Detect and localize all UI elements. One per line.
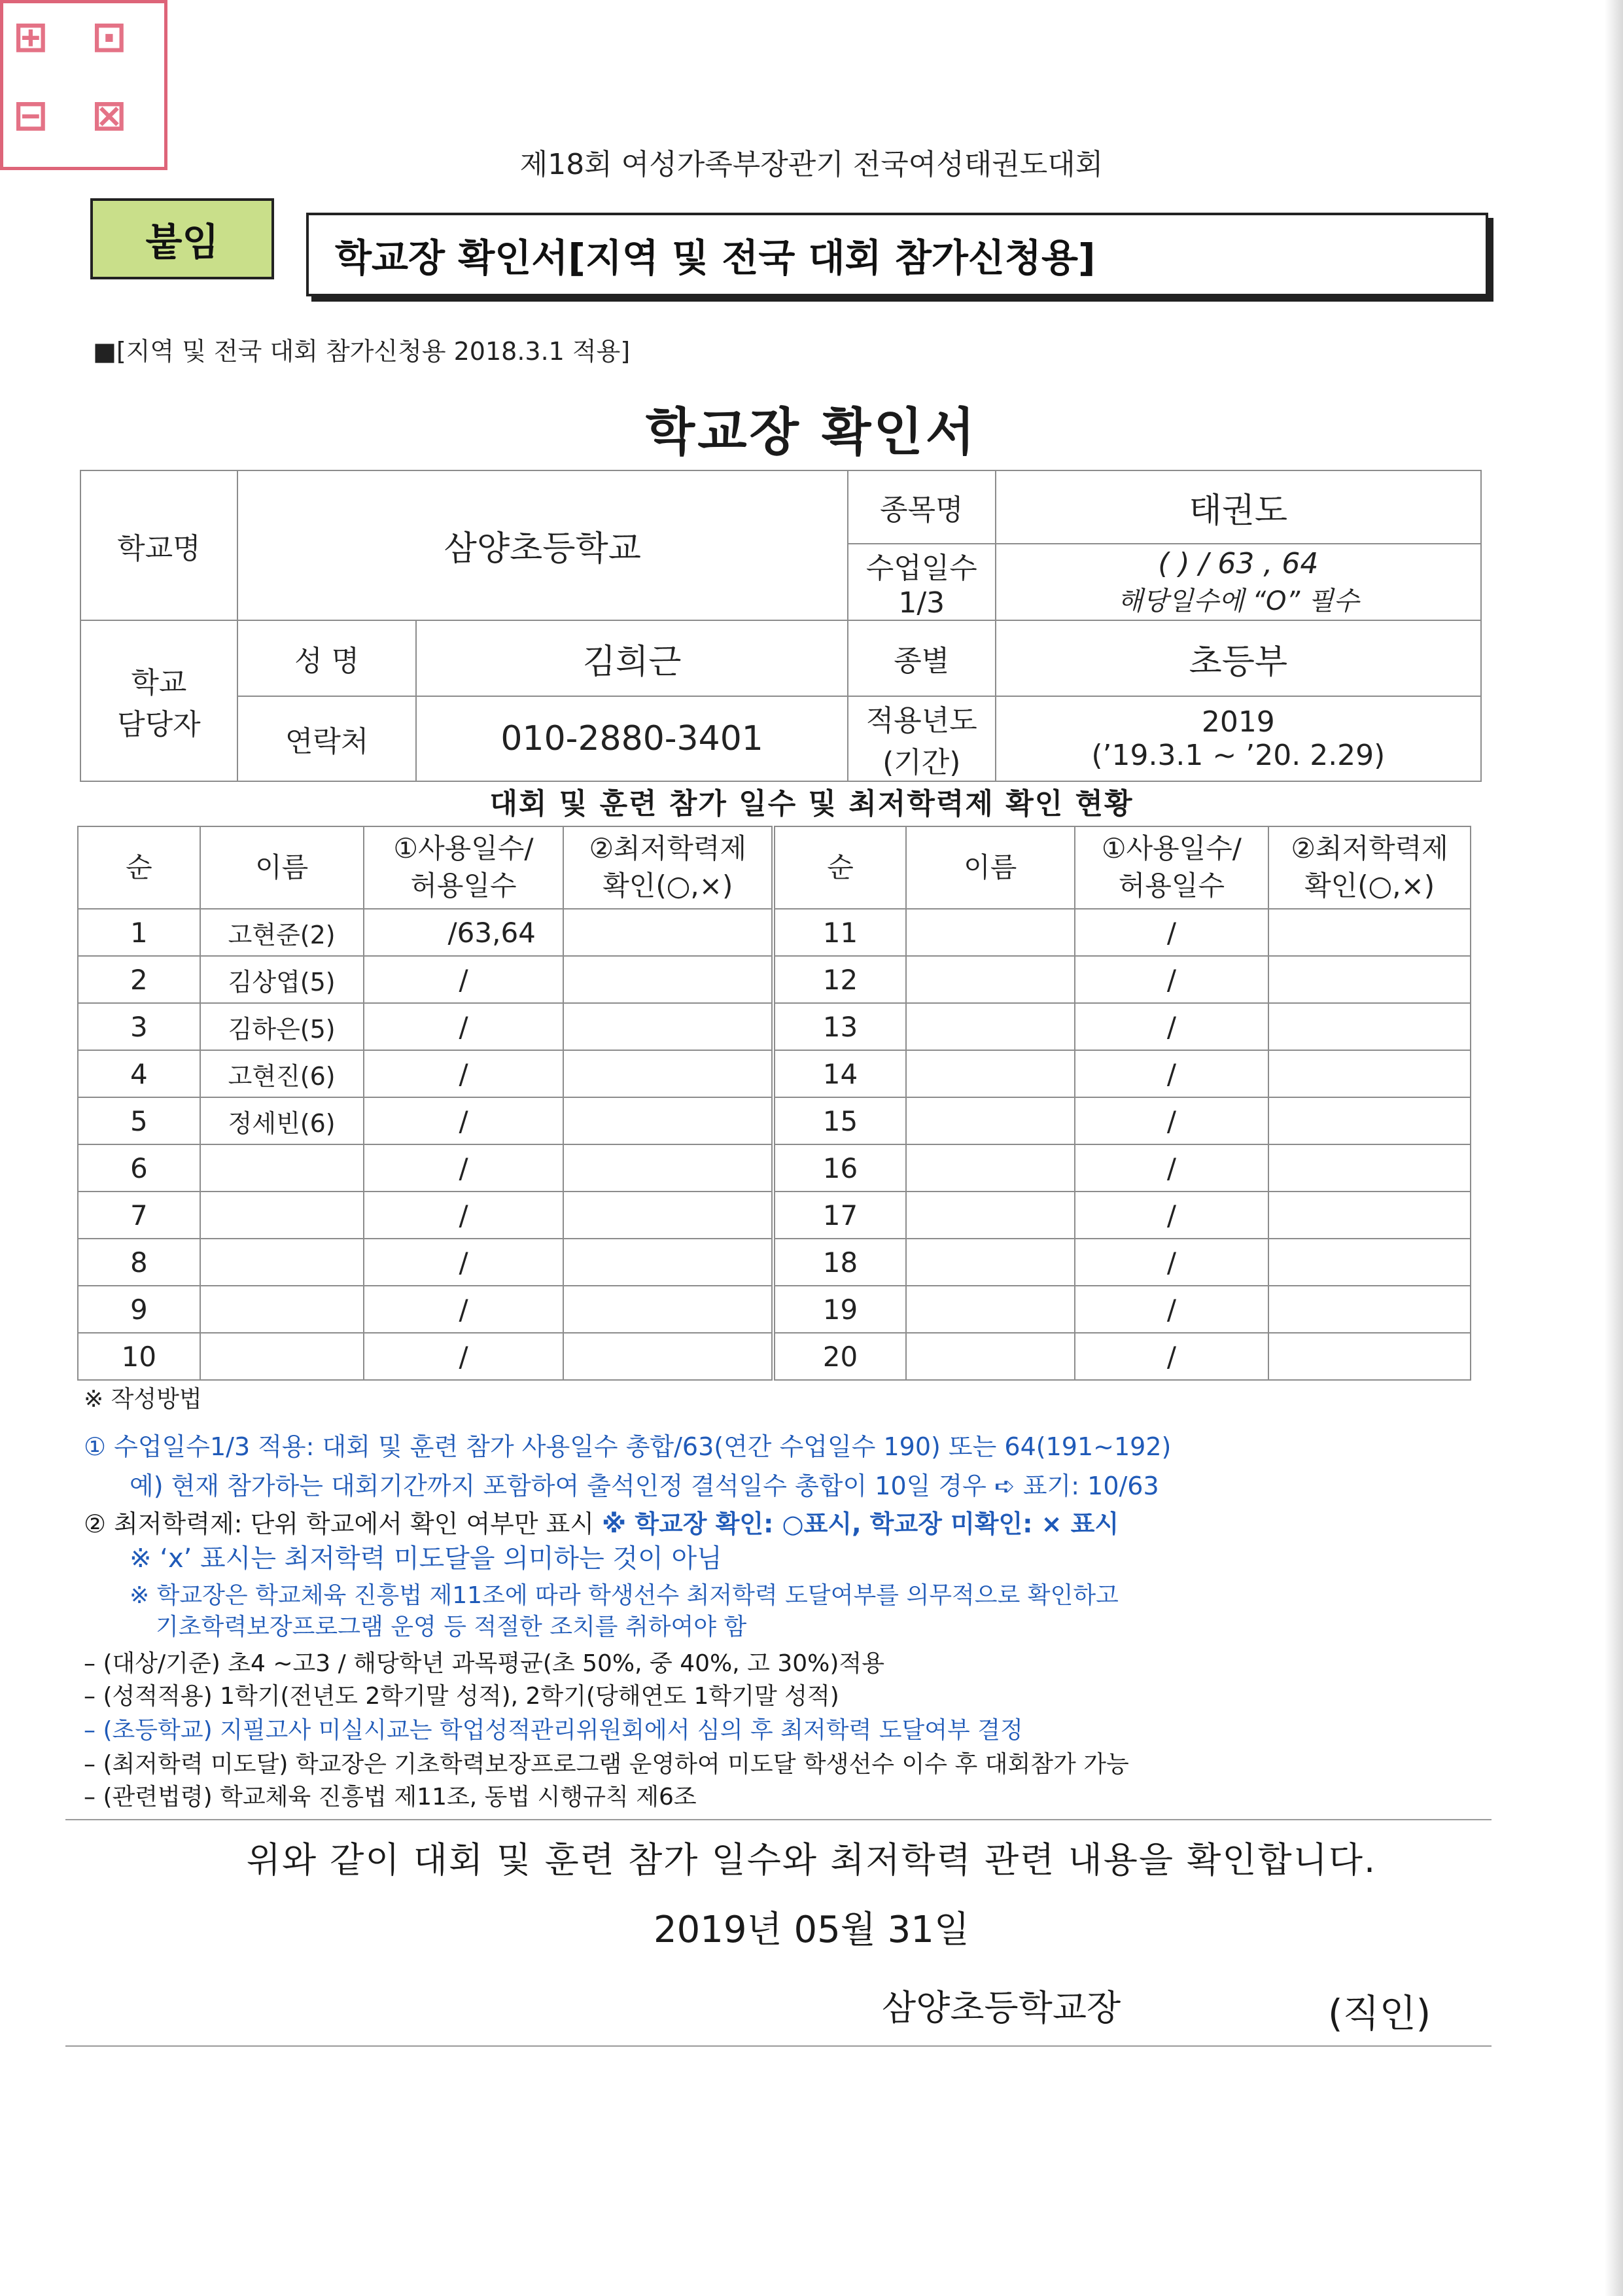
method-line-3-note: ※ 학교장 확인: ○표시, 학교장 미확인: × 표시 [602, 1510, 1119, 1538]
col-no-right: 순 [773, 826, 906, 909]
row-check [563, 1097, 773, 1144]
row-check [563, 1144, 773, 1192]
row-check [563, 1003, 773, 1050]
col-used-right-line2: 허용일수 [1118, 870, 1225, 902]
table-row [78, 1239, 1471, 1286]
class-days-label [848, 544, 996, 620]
name-label: 성 명 [237, 620, 417, 696]
row-no: 9 [78, 1286, 200, 1333]
page-title: 학교장 확인서 [645, 403, 978, 462]
col-name-right: 이름 [906, 826, 1075, 909]
school-info-table [80, 470, 1482, 782]
row-check [563, 956, 773, 1003]
row-used: / [364, 1050, 564, 1097]
row-used: / [364, 1333, 564, 1380]
row-name [200, 1286, 364, 1333]
row-check [1268, 1239, 1471, 1286]
row-name: 김상엽(5) [200, 956, 364, 1003]
issue-date: 2019년 05월 31일 [654, 1909, 969, 1951]
row-no: 20 [773, 1333, 906, 1380]
divider-bottom [65, 2045, 1492, 2047]
row-no: 16 [773, 1144, 906, 1192]
category-label: 종별 [848, 620, 996, 696]
row-used: / [364, 1144, 564, 1192]
row-check [563, 1239, 773, 1286]
row-no: 18 [773, 1239, 906, 1286]
row-no: 12 [773, 956, 906, 1003]
row-no: 8 [78, 1239, 200, 1286]
col-check-left-line2: 확인(○,×) [602, 870, 733, 902]
year-label-line2: (기간) [882, 746, 961, 779]
year-value [996, 696, 1481, 781]
row-check [1268, 956, 1471, 1003]
school-name: 삼양초등학교 [237, 470, 848, 620]
class-days-label-line1: 수업일수 [865, 552, 977, 585]
row-name [906, 1239, 1075, 1286]
row-check [1268, 909, 1471, 956]
document-heading: 학교장 확인서[지역 및 전국 대회 참가신청용] [306, 213, 1488, 296]
row-name: 고현진(6) [200, 1050, 364, 1097]
row-no: 3 [78, 1003, 200, 1050]
row-used: / [364, 1003, 564, 1050]
row-no: 10 [78, 1333, 200, 1380]
table-row [78, 1192, 1471, 1239]
method-line-11: – (관련법령) 학교체육 진흥법 제11조, 동법 시행규칙 제6조 [84, 1784, 697, 1810]
method-line-5: ※ 학교장은 학교체육 진흥법 제11조에 따라 학생선수 최저학력 도달여부를 의무적으로 확인하고 [130, 1582, 1119, 1609]
col-used-left-line1: ①사용일수/ [393, 832, 534, 865]
staff-label [80, 620, 237, 781]
method-line-9: – (초등학교) 지필고사 미실시교는 학업성적관리위원회에서 심의 후 최저학력 도달여부 결정 [84, 1717, 1023, 1744]
class-days-label-line2: 1/3 [898, 586, 945, 620]
roster-table [77, 826, 1471, 1381]
method-line-2: 예) 현재 참가하는 대회기간까지 포함하여 출석인정 결석일수 총합이 10일 경우 ➪ 표기: 10/63 [130, 1472, 1159, 1500]
apply-note: ■[지역 및 전국 대회 참가신청용 2018.3.1 적용] [93, 337, 631, 366]
row-used: / [1075, 1333, 1269, 1380]
row-used: / [364, 1286, 564, 1333]
row-check [1268, 1286, 1471, 1333]
row-no: 7 [78, 1192, 200, 1239]
class-days-value-line2: 해당일수에 “O” 필수 [1117, 586, 1359, 616]
row-name [200, 1333, 364, 1380]
row-check [1268, 1097, 1471, 1144]
contact-label: 연락처 [237, 696, 417, 781]
seal-mark-icon: ⊠ [92, 92, 127, 140]
row-check [563, 1050, 773, 1097]
method-line-4: ※ ‘x’ 표시는 최저학력 미도달을 의미하는 것이 아님 [130, 1544, 722, 1574]
row-name [906, 1050, 1075, 1097]
row-name [200, 1239, 364, 1286]
table-row [78, 1050, 1471, 1097]
row-used: / [1075, 1144, 1269, 1192]
col-name-left: 이름 [200, 826, 364, 909]
roster-heading: 대회 및 훈련 참가 일수 및 최저학력제 확인 현황 [489, 787, 1134, 821]
year-value-line2: (’19.3.1 ~ ’20. 2.29) [1091, 739, 1386, 772]
col-check-right [1268, 826, 1471, 909]
table-row [78, 1333, 1471, 1380]
row-name [906, 1097, 1075, 1144]
method-line-10: – (최저학력 미도달) 학교장은 기초학력보장프로그램 운영하여 미도달 학생선수 이수 후 대회참가 가능 [84, 1751, 1129, 1778]
row-used: / [1075, 956, 1269, 1003]
table-row [78, 1286, 1471, 1333]
row-used: / [1075, 1192, 1269, 1239]
class-days-value [996, 544, 1481, 620]
col-used-right [1075, 826, 1269, 909]
table-row [78, 1003, 1471, 1050]
col-check-left [563, 826, 773, 909]
col-check-right-line2: 확인(○,×) [1304, 870, 1435, 902]
row-name [906, 1286, 1075, 1333]
method-line-7: – (대상/기준) 초4 ~고3 / 해당학년 과목평균(초 50%, 중 40%, 고 30%)적용 [84, 1650, 884, 1677]
method-line-3 [84, 1504, 1119, 1540]
seal-mark-icon: ⊞ [13, 13, 48, 62]
row-used: / [364, 1097, 564, 1144]
col-check-right-line1: ②최저학력제 [1291, 832, 1448, 865]
row-no: 4 [78, 1050, 200, 1097]
row-used: / [364, 956, 564, 1003]
row-name [200, 1144, 364, 1192]
seal-mark-icon: ⊟ [13, 92, 48, 140]
category-value: 초등부 [996, 620, 1481, 696]
year-label [848, 696, 996, 781]
row-used: / [1075, 909, 1269, 956]
row-name [906, 909, 1075, 956]
row-used: / [364, 1192, 564, 1239]
staff-name: 김희근 [416, 620, 847, 696]
row-used: /63,64 [364, 909, 564, 956]
divider-top [65, 1819, 1492, 1820]
row-check [1268, 1050, 1471, 1097]
row-used: / [1075, 1239, 1269, 1286]
row-check [1268, 1192, 1471, 1239]
table-row [78, 1097, 1471, 1144]
row-name [906, 1003, 1075, 1050]
row-used: / [1075, 1286, 1269, 1333]
row-name: 고현준(2) [200, 909, 364, 956]
row-used: / [1075, 1050, 1269, 1097]
method-line-1: ① 수업일수1/3 적용: 대회 및 훈련 참가 사용일수 총합/63(연간 수업일수 190) 또는 64(191~192) [84, 1432, 1172, 1461]
col-no-left: 순 [78, 826, 200, 909]
confirm-statement: 위와 같이 대회 및 훈련 참가 일수와 최저학력 관련 내용을 확인합니다. [246, 1839, 1377, 1881]
row-no: 5 [78, 1097, 200, 1144]
class-days-value-line1: ( ) / 63 , 64 [1158, 546, 1319, 580]
row-check [563, 1286, 773, 1333]
principal-signature: 삼양초등학교장 [882, 1987, 1121, 2028]
row-no: 1 [78, 909, 200, 956]
col-used-left-line2: 허용일수 [410, 870, 517, 902]
row-name [906, 956, 1075, 1003]
staff-label-line1: 학교 [131, 666, 187, 699]
row-check [563, 1192, 773, 1239]
row-name: 김하은(5) [200, 1003, 364, 1050]
method-line-3-text: ② 최저학력제: 단위 학교에서 확인 여부만 표시 [84, 1510, 602, 1538]
attachment-tag: 붙임 [90, 198, 274, 279]
row-name [200, 1192, 364, 1239]
seal-mark-icon: ⊡ [92, 13, 127, 62]
row-name: 정세빈(6) [200, 1097, 364, 1144]
table-row [78, 1144, 1471, 1192]
staff-label-line2: 담당자 [117, 708, 201, 741]
row-name [906, 1144, 1075, 1192]
row-name [906, 1333, 1075, 1380]
row-no: 11 [773, 909, 906, 956]
row-check [563, 909, 773, 956]
official-seal-stamp [0, 0, 167, 170]
col-check-left-line1: ②최저학력제 [589, 832, 747, 865]
year-value-line1: 2019 [1201, 705, 1275, 739]
row-check [1268, 1333, 1471, 1380]
method-line-8: – (성적적용) 1학기(전년도 2학기말 성적), 2학기(당해연도 1학기말 성적) [84, 1683, 839, 1710]
sport-label: 종목명 [848, 470, 996, 544]
row-check [1268, 1144, 1471, 1192]
row-name [906, 1192, 1075, 1239]
row-no: 2 [78, 956, 200, 1003]
event-title: 제18회 여성가족부장관기 전국여성태권도대회 [519, 148, 1104, 181]
school-label: 학교명 [80, 470, 237, 620]
row-check [563, 1333, 773, 1380]
contact-value: 010-2880-3401 [416, 696, 847, 781]
row-used: / [1075, 1003, 1269, 1050]
row-used: / [364, 1239, 564, 1286]
row-no: 19 [773, 1286, 906, 1333]
sport-value: 태권도 [996, 470, 1481, 544]
row-no: 13 [773, 1003, 906, 1050]
row-used: / [1075, 1097, 1269, 1144]
method-line-6: 기초학력보장프로그램 운영 등 적절한 조치를 취하여야 함 [156, 1614, 747, 1640]
method-title: ※ 작성방법 [84, 1386, 202, 1413]
row-no: 15 [773, 1097, 906, 1144]
col-used-left [364, 826, 564, 909]
year-label-line1: 적용년도 [865, 704, 977, 737]
row-no: 17 [773, 1192, 906, 1239]
table-row [78, 909, 1471, 956]
table-row [78, 956, 1471, 1003]
row-no: 14 [773, 1050, 906, 1097]
seal-label: (직인) [1328, 1991, 1431, 2036]
row-no: 6 [78, 1144, 200, 1192]
col-used-right-line1: ①사용일수/ [1101, 832, 1242, 865]
row-check [1268, 1003, 1471, 1050]
